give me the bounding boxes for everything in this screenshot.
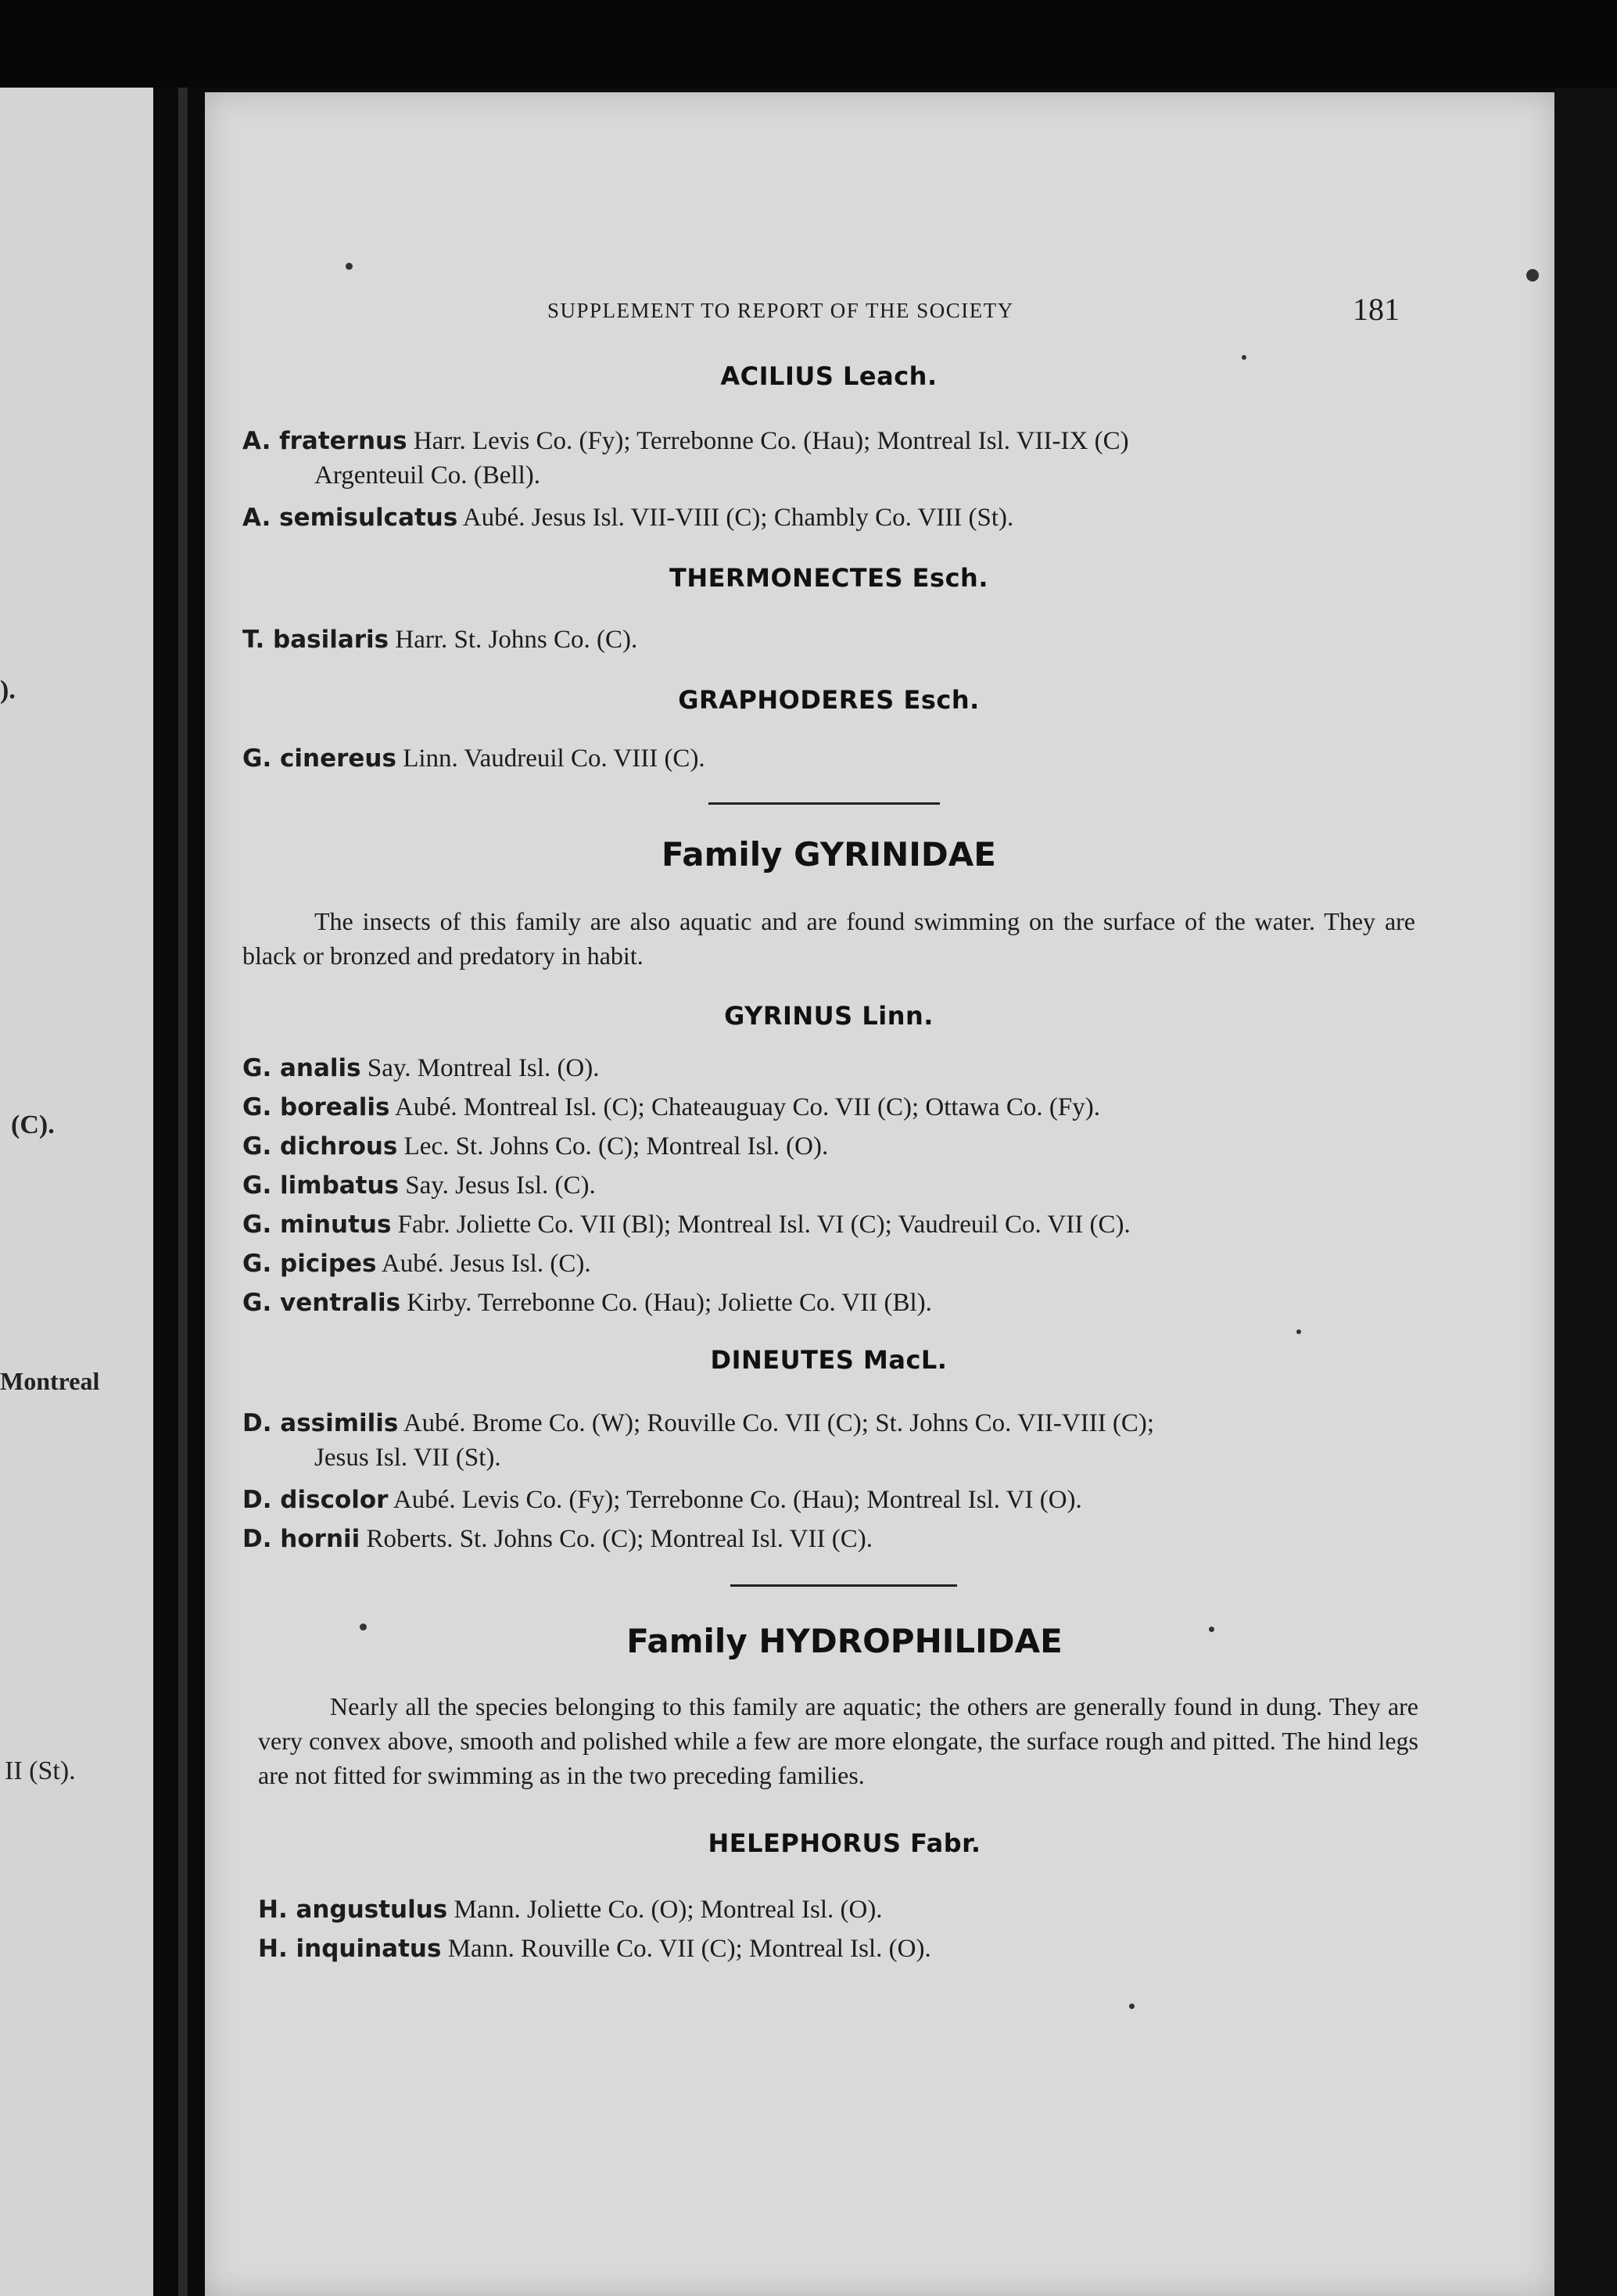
- species-records: Mann. Joliette Co. (O); Montreal Isl. (O).: [447, 1896, 883, 1924]
- scan-speck: [1526, 269, 1539, 282]
- species-records: Aubé. Jesus Isl. (C).: [376, 1250, 591, 1278]
- species-entry: [242, 1286, 1415, 1320]
- scan-speck: [360, 1623, 367, 1631]
- species-name: T. basilaris: [242, 626, 389, 654]
- running-title: SUPPLEMENT TO REPORT OF THE SOCIETY: [547, 299, 1014, 322]
- scan-speck: [1242, 355, 1246, 360]
- genus-heading: THERMONECTES Esch.: [669, 563, 988, 593]
- species-name: D. assimilis: [242, 1409, 399, 1437]
- species-entry: [242, 1051, 1415, 1085]
- species-name: G. minutus: [242, 1211, 392, 1239]
- family-description: [242, 904, 1415, 973]
- section-divider: [708, 802, 940, 805]
- species-entry: [242, 1483, 1415, 1517]
- species-entry: [242, 424, 1415, 493]
- family-description-text: The insects of this family are also aquatic and are found swimming on the surface of the water. They are black or bronzed and predatory in habit.: [242, 907, 1415, 970]
- species-name: G. picipes: [242, 1250, 377, 1278]
- species-entry: [242, 1522, 1415, 1556]
- species-records: Mann. Rouville Co. VII (C); Montreal Isl. (O).: [441, 1935, 931, 1963]
- species-records: Aubé. Montreal Isl. (C); Chateauguay Co. VII (C); Ottawa Co. (Fy).: [389, 1093, 1101, 1121]
- species-entry: [258, 1892, 1431, 1927]
- species-name: D. discolor: [242, 1486, 389, 1514]
- species-records: Fabr. Joliette Co. VII (Bl); Montreal Isl. VI (C); Vaudreuil Co. VII (C).: [391, 1211, 1131, 1239]
- genus-heading: DINEUTES MacL.: [710, 1345, 948, 1375]
- species-name: G. borealis: [242, 1093, 390, 1121]
- species-records-continued: Argenteuil Co. (Bell).: [314, 461, 541, 490]
- species-name: G. cinereus: [242, 744, 396, 773]
- species-records: Aubé. Jesus Isl. VII-VIII (C); Chambly Co. VIII (St).: [457, 504, 1014, 532]
- species-name: A. fraternus: [242, 427, 407, 455]
- species-entry: [242, 1090, 1415, 1125]
- species-name: G. limbatus: [242, 1171, 400, 1200]
- scan-top-border: [0, 0, 1617, 88]
- genus-heading: GRAPHODERES Esch.: [678, 685, 980, 715]
- page-header: [344, 292, 1431, 335]
- species-records: Say. Montreal Isl. (O).: [360, 1054, 600, 1082]
- scan-speck: [1209, 1627, 1214, 1632]
- species-name: G. ventralis: [242, 1289, 401, 1317]
- species-records: Aubé. Levis Co. (Fy); Terrebonne Co. (Hau); Montreal Isl. VI (O).: [388, 1486, 1082, 1514]
- genus-heading: ACILIUS Leach.: [720, 361, 938, 391]
- margin-fragment: (C).: [11, 1110, 55, 1139]
- species-name: G. analis: [242, 1054, 361, 1082]
- species-name: G. dichrous: [242, 1132, 398, 1161]
- species-entry: [242, 1129, 1415, 1164]
- book-spine-edge: [178, 88, 188, 2296]
- species-entry: [242, 1168, 1415, 1203]
- margin-fragment: Montreal: [0, 1367, 100, 1395]
- genus-heading: HELEPHORUS Fabr.: [708, 1828, 981, 1858]
- species-entry: [242, 1247, 1415, 1281]
- species-records: Lec. St. Johns Co. (C); Montreal Isl. (O).: [397, 1132, 829, 1161]
- species-records: Harr. St. Johns Co. (C).: [389, 626, 638, 654]
- page-number: 181: [1353, 292, 1400, 327]
- species-entry: [242, 741, 1415, 776]
- species-entry: [242, 622, 1415, 657]
- species-entry: [242, 1406, 1415, 1475]
- species-records-continued: Jesus Isl. VII (St).: [314, 1444, 501, 1472]
- scan-right-border: [1554, 88, 1617, 2296]
- species-name: A. semisulcatus: [242, 504, 458, 532]
- species-records: Roberts. St. Johns Co. (C); Montreal Isl. VII (C).: [360, 1525, 873, 1553]
- margin-fragment: ).: [0, 676, 16, 705]
- species-name: D. hornii: [242, 1525, 360, 1553]
- species-records: Linn. Vaudreuil Co. VIII (C).: [396, 744, 705, 773]
- species-entry: [242, 500, 1415, 535]
- scan-speck: [1296, 1329, 1301, 1334]
- family-description-text: Nearly all the species belonging to this family are aquatic; the others are generally found in dung. They are very convex above, smooth and polished while a few are more elongate, the surface rough and pitted. The hind legs are not fitted for swimming as in the two preceding families.: [258, 1692, 1418, 1789]
- margin-fragment: II (St).: [5, 1756, 76, 1785]
- family-description: [258, 1689, 1418, 1792]
- species-records: Kirby. Terrebonne Co. (Hau); Joliette Co. VII (Bl).: [400, 1289, 932, 1317]
- species-name: H. angustulus: [258, 1896, 448, 1924]
- facing-page-edge: [0, 88, 178, 2296]
- family-heading: Family GYRINIDAE: [662, 835, 996, 874]
- species-entry: [242, 1207, 1415, 1242]
- family-heading: Family HYDROPHILIDAE: [626, 1622, 1063, 1660]
- genus-heading: GYRINUS Linn.: [724, 1001, 934, 1031]
- species-records: Aubé. Brome Co. (W); Rouville Co. VII (C); St. Johns Co. VII-VIII (C);: [398, 1409, 1155, 1437]
- scan-speck: [1129, 2004, 1135, 2009]
- species-records: Harr. Levis Co. (Fy); Terrebonne Co. (Hau); Montreal Isl. VII-IX (C): [407, 427, 1129, 455]
- species-entry: [258, 1932, 1431, 1966]
- species-name: H. inquinatus: [258, 1935, 442, 1963]
- species-records: Say. Jesus Isl. (C).: [399, 1171, 596, 1200]
- scan-speck: [346, 263, 353, 270]
- section-divider: [730, 1584, 957, 1587]
